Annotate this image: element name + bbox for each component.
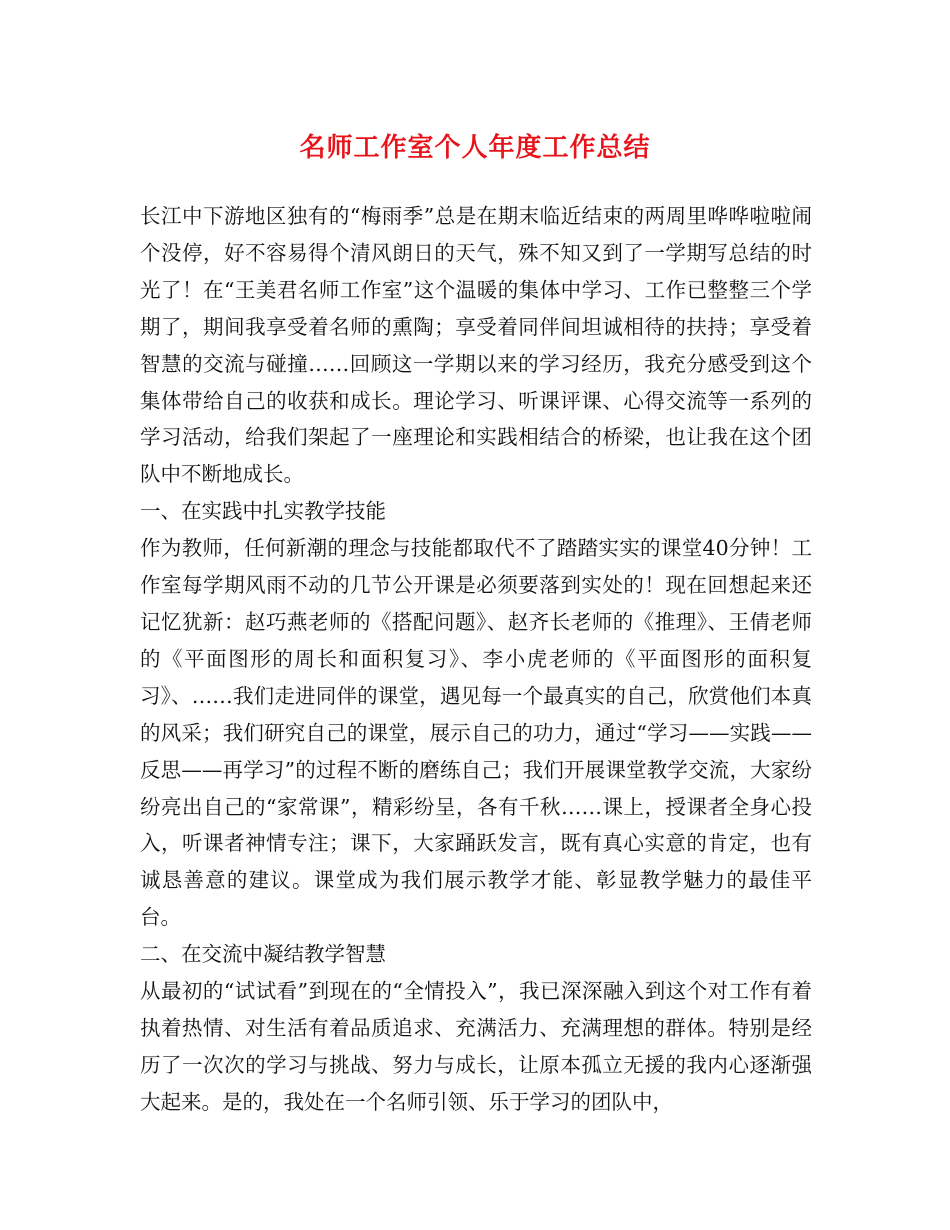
section-heading-1: 一、在实践中扎实教学技能 (140, 499, 386, 524)
document-title: 名师工作室个人年度工作总结 (299, 133, 651, 163)
paragraph-section-2: 从最初的“试试看”到现在的“全情投入”，我已深深融入到这个对工作有着执着热情、对生活有着品质追求、充满活力、充满理想的群体。特别是经历了一次次的学习与挑战、努力与成长，让原本孤立无援的我内心逐渐强大起来。是的，我处在一个名师引领、乐于学习的团队中， (140, 979, 812, 1114)
paragraph-section-1: 作为教师，任何新潮的理念与技能都取代不了踏踏实实的课堂40分钟！工作室每学期风雨不动的几节公开课是必须要落到实处的！现在回想起来还记忆犹新：赵巧燕老师的《搭配问题》、赵齐长老师的《推理》、王倩老师的《平面图形的周长和面积复习》、李小虎老师的《平面图形的面积复习》、……我们走进同伴的课堂，遇见每一个最真实的自己，欣赏他们本真的风采；我们研究自己的课堂，展示自己的功力，通过“学习——实践——反思——再学习”的过程不断的磨练自己；我们开展课堂教学交流，大家纷纷亮出自己的“家常课”，精彩纷呈，各有千秋……课上，授课者全身心投入，听课者神情专注；课下，大家踊跃发言，既有真心实意的肯定，也有诚恳善意的建议。课堂成为我们展示教学才能、彰显教学魅力的最佳平台。 (140, 536, 812, 930)
paragraph-intro: 长江中下游地区独有的“梅雨季”总是在期末临近结束的两周里哗哗啦啦闹个没停，好不容易得个清风朗日的天气，殊不知又到了一学期写总结的时光了！在“王美君名师工作室”这个温暖的集体中学习、工作已整整三个学期了，期间我享受着名师的熏陶；享受着同伴间坦诚相待的扶持；享受着智慧的交流与碰撞……回顾这一学期以来的学习经历，我充分感受到这个集体带给自己的收获和成长。理论学习、听课评课、心得交流等一系列的学习活动，给我们架起了一座理论和实践相结合的桥梁，也让我在这个团队中不断地成长。 (140, 204, 812, 487)
document-body (140, 198, 812, 1121)
section-heading-2: 二、在交流中凝结教学智慧 (140, 942, 386, 967)
